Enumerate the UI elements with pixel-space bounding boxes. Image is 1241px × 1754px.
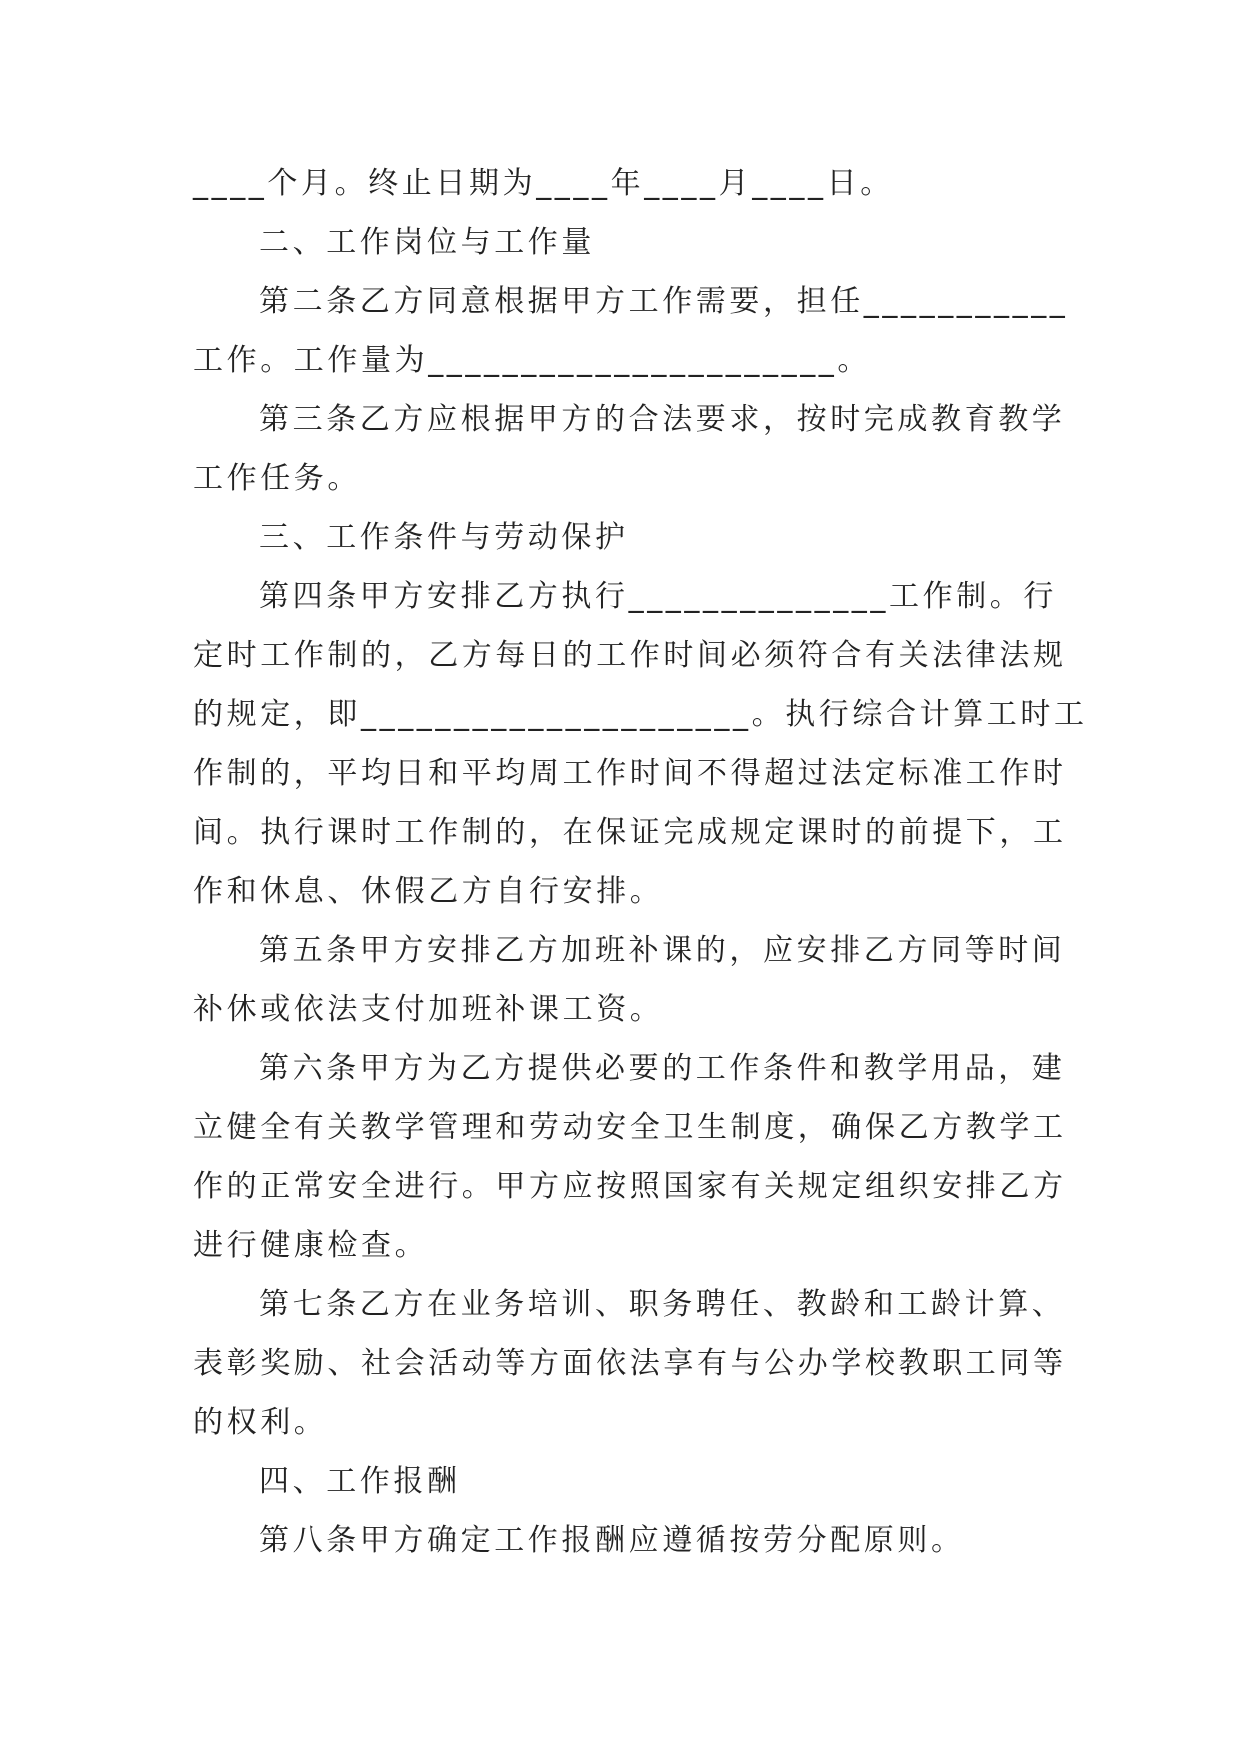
text-line: 的规定，即_____________________。执行综合计算工时工 [193,697,1088,732]
text-line: 工作。工作量为______________________。 [193,343,871,378]
text-line: 作制的，平均日和平均周工作时间不得超过法定标准工作时 [193,756,1067,791]
text-line: 的权利。 [193,1405,328,1440]
text-line: 第六条甲方为乙方提供必要的工作条件和教学用品，建 [259,1051,1066,1086]
text-line: 作和休息、休假乙方自行安排。 [193,874,664,909]
section-heading: 三、工作条件与劳动保护 [259,520,629,555]
text-line: 作的正常安全进行。甲方应按照国家有关规定组织安排乙方 [193,1169,1067,1204]
text-line: 第三条乙方应根据甲方的合法要求，按时完成教育教学 [259,402,1066,437]
text-line: 第八条甲方确定工作报酬应遵循按劳分配原则。 [259,1523,965,1558]
section-heading: 二、工作岗位与工作量 [259,225,595,260]
text-line: 工作任务。 [193,461,361,496]
text-line: 立健全有关教学管理和劳动安全卫生制度，确保乙方教学工 [193,1110,1067,1145]
text-line: ____个月。终止日期为____年____月____日。 [193,166,894,201]
text-line: 补休或依法支付加班补课工资。 [193,992,664,1027]
section-heading: 四、工作报酬 [259,1464,461,1499]
text-line: 表彰奖励、社会活动等方面依法享有与公办学校教职工同等 [193,1346,1067,1381]
text-line: 进行健康检查。 [193,1228,429,1263]
text-line: 间。执行课时工作制的，在保证完成规定课时的前提下，工 [193,815,1067,850]
text-line: 第五条甲方安排乙方加班补课的，应安排乙方同等时间 [259,933,1066,968]
text-line: 第七条乙方在业务培训、职务聘任、教龄和工龄计算、 [259,1287,1066,1322]
text-line: 定时工作制的，乙方每日的工作时间必须符合有关法律法规 [193,638,1067,673]
document-body [193,154,1088,1570]
text-line: 第四条甲方安排乙方执行______________工作制。行 [259,579,1057,614]
text-line: 第二条乙方同意根据甲方工作需要，担任___________ [259,284,1069,319]
